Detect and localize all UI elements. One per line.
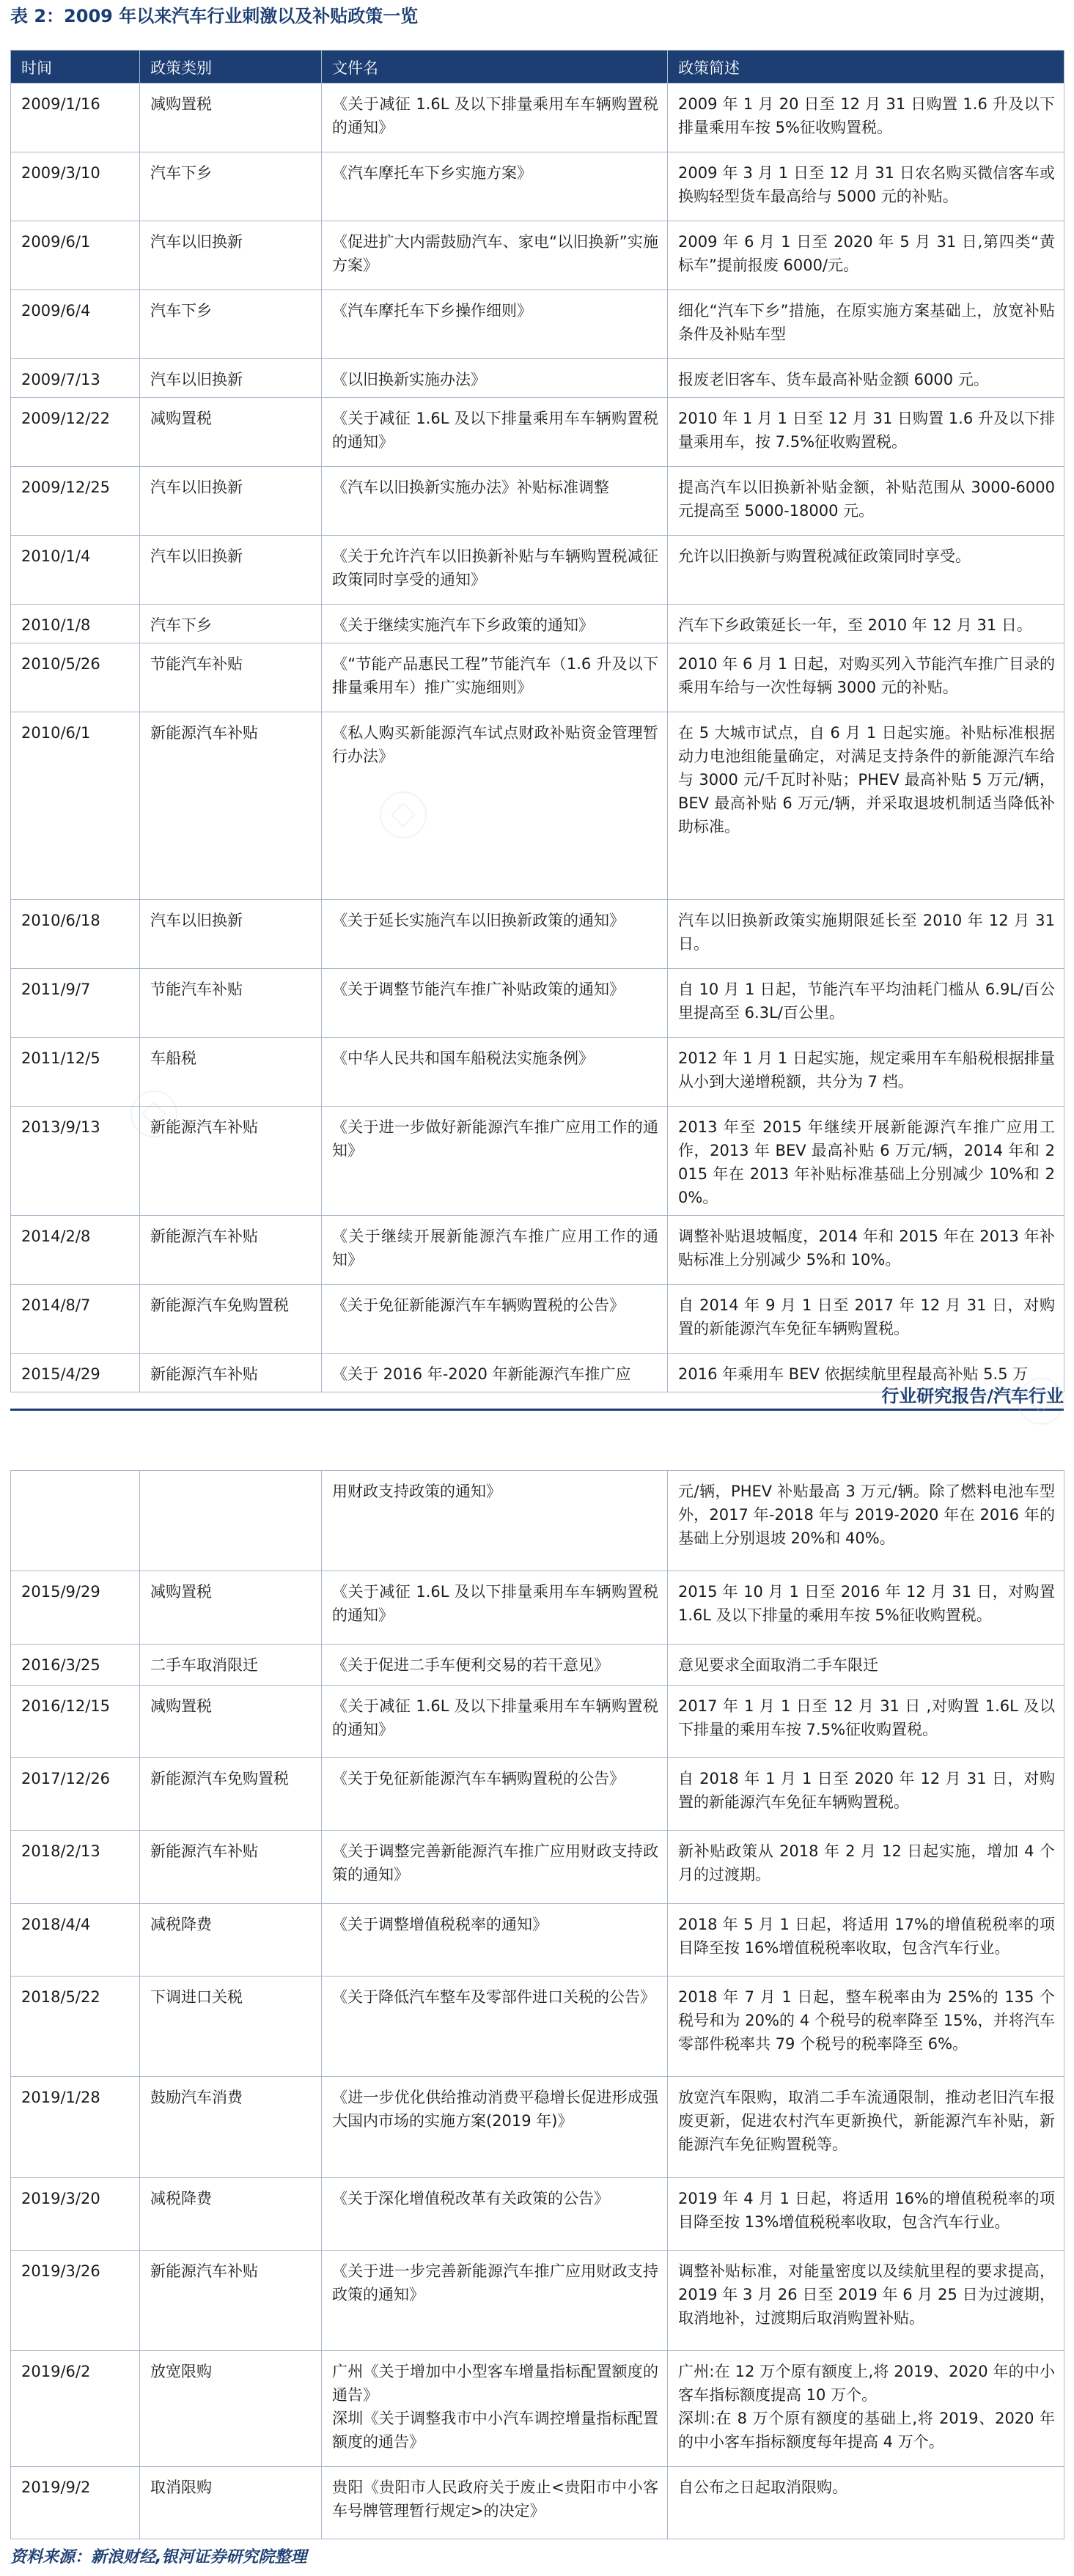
cell-document: 《汽车摩托车下乡实施方案》 [322,152,668,221]
cell-document: 《以旧换新实施办法》 [322,359,668,398]
cell-category: 新能源汽车补贴 [140,712,322,900]
cell-date: 2009/7/13 [11,359,140,398]
table-row [11,605,1064,643]
table-row [11,290,1064,359]
cell-date [11,1471,140,1571]
cell-summary: 提高汽车以旧换新补贴金额，补贴范围从 3000-6000 元提高至 5000-18000 元。 [668,467,1064,536]
cell-document: 《关于免征新能源汽车车辆购置税的公告》 [322,1285,668,1354]
cell-document: 贵阳《贵阳市人民政府关于废止<贵阳市中小客车号牌管理暂行规定>的决定》 [322,2466,668,2539]
cell-category [140,1471,322,1571]
cell-document: 《关于深化增值税改革有关政策的公告》 [322,2177,668,2250]
policy-table-part2 [10,1470,1064,2539]
cell-summary: 自公布之日起取消限购。 [668,2466,1064,2539]
cell-summary: 在 5 大城市试点，自 6 月 1 日起实施。补贴标准根据动力电池组能量确定，对满足支持条件的新能源汽车给与 3000 元/千瓦时补贴；PHEV 最高补贴 5 万元/辆，BEV 最高补贴 6 万元/辆，并采取退坡机制适当降低补助标准。 [668,712,1064,900]
page-header-bar [10,1384,1064,1411]
cell-category: 减购置税 [140,398,322,467]
cell-category: 汽车下乡 [140,605,322,643]
cell-document: 《关于促进二手车便利交易的若干意见》 [322,1644,668,1685]
cell-document: 用财政支持政策的通知》 [322,1471,668,1571]
cell-category: 新能源汽车免购置税 [140,1757,322,1830]
cell-summary: 2009 年 1 月 20 日至 12 月 31 日购置 1.6 升及以下排量乘用车按 5%征收购置税。 [668,84,1064,152]
cell-date: 2009/6/4 [11,290,140,359]
cell-category: 汽车以旧换新 [140,221,322,290]
cell-date: 2011/9/7 [11,969,140,1038]
cell-date: 2016/3/25 [11,1644,140,1685]
cell-document: 《关于减征 1.6L 及以下排量乘用车车辆购置税的通知》 [322,1685,668,1757]
cell-category: 新能源汽车补贴 [140,1216,322,1285]
cell-category: 汽车以旧换新 [140,467,322,536]
page-header-label: 行业研究报告/汽车行业 [881,1386,1064,1406]
cell-document: 《促进扩大内需鼓励汽车、家电“以旧换新”实施方案》 [322,221,668,290]
cell-summary: 2009 年 3 月 1 日至 12 月 31 日农名购买微信客车或换购轻型货车最高给与 5000 元的补贴。 [668,152,1064,221]
table-row [11,1216,1064,1285]
cell-summary: 细化“汽车下乡”措施，在原实施方案基础上，放宽补贴条件及补贴车型 [668,290,1064,359]
cell-document: 《汽车以旧换新实施办法》补贴标准调整 [322,467,668,536]
cell-category: 新能源汽车补贴 [140,1107,322,1216]
header-summary: 政策简述 [668,51,1064,84]
table-row [11,2250,1064,2350]
cell-date: 2015/4/29 [11,1354,140,1392]
cell-document: 《关于免征新能源汽车车辆购置税的公告》 [322,1757,668,1830]
cell-category: 汽车以旧换新 [140,359,322,398]
cell-date: 2014/8/7 [11,1285,140,1354]
cell-date: 2019/3/26 [11,2250,140,2350]
source-note: 资料来源：新浪财经,银河证券研究院整理 [10,2548,307,2566]
cell-date: 2018/4/4 [11,1903,140,1976]
cell-document: 《关于调整完善新能源汽车推广应用财政支持政策的通知》 [322,1831,668,1903]
cell-category: 放宽限购 [140,2351,322,2466]
cell-date: 2010/1/4 [11,536,140,605]
cell-summary: 新补贴政策从 2018 年 2 月 12 日起实施，增加 4 个月的过渡期。 [668,1831,1064,1903]
cell-date: 2010/6/18 [11,900,140,969]
cell-date: 2015/9/29 [11,1571,140,1644]
cell-summary: 2009 年 6 月 1 日至 2020 年 5 月 31 日,第四类“黄标车”提前报废 6000/元。 [668,221,1064,290]
table-title: 表 2：2009 年以来汽车行业刺激以及补贴政策一览 [10,6,419,26]
table-row [11,359,1064,398]
cell-summary: 2010 年 6 月 1 日起，对购买列入节能汽车推广目录的乘用车给与一次性每辆 3000 元的补贴。 [668,643,1064,712]
cell-category: 减购置税 [140,1571,322,1644]
cell-document: 《关于减征 1.6L 及以下排量乘用车车辆购置税的通知》 [322,1571,668,1644]
cell-category: 新能源汽车免购置税 [140,1285,322,1354]
cell-summary: 汽车以旧换新政策实施期限延长至 2010 年 12 月 31 日。 [668,900,1064,969]
cell-category: 减税降费 [140,1903,322,1976]
cell-document: 《中华人民共和国车船税法实施条例》 [322,1038,668,1107]
table-row [11,467,1064,536]
table-row [11,1471,1064,1571]
table-row [11,1285,1064,1354]
table-row [11,643,1064,712]
table-row [11,1757,1064,1830]
header-category: 政策类别 [140,51,322,84]
cell-date: 2009/12/25 [11,467,140,536]
cell-document: 《关于继续开展新能源汽车推广应用工作的通知》 [322,1216,668,1285]
cell-document: 《关于调整节能汽车推广补贴政策的通知》 [322,969,668,1038]
cell-document: 《“节能产品惠民工程”节能汽车（1.6 升及以下排量乘用车）推广实施细则》 [322,643,668,712]
cell-document: 《关于进一步完善新能源汽车推广应用财政支持政策的通知》 [322,2250,668,2350]
table-row [11,398,1064,467]
cell-category: 减税降费 [140,2177,322,2250]
cell-date: 2011/12/5 [11,1038,140,1107]
table-row [11,152,1064,221]
cell-category: 新能源汽车补贴 [140,1354,322,1392]
cell-document: 广州《关于增加中小型客车增量指标配置额度的通告》 深圳《关于调整我市中小汽车调控增量指标配置额度的通告》 [322,2351,668,2466]
cell-summary: 调整补贴退坡幅度，2014 年和 2015 年在 2013 年补贴标准上分别减少 5%和 10%。 [668,1216,1064,1285]
cell-document: 《进一步优化供给推动消费平稳增长促进形成强大国内市场的实施方案(2019 年)》 [322,2077,668,2177]
table-row [11,2077,1064,2177]
cell-category: 节能汽车补贴 [140,643,322,712]
cell-summary: 自 10 月 1 日起，节能汽车平均油耗门槛从 6.9L/百公里提高至 6.3L/百公里。 [668,969,1064,1038]
table-row [11,1571,1064,1644]
cell-document: 《关于进一步做好新能源汽车推广应用工作的通知》 [322,1107,668,1216]
cell-summary: 报废老旧客车、货车最高补贴金额 6000 元。 [668,359,1064,398]
cell-category: 车船税 [140,1038,322,1107]
table-row [11,969,1064,1038]
cell-category: 下调进口关税 [140,1976,322,2076]
cell-date: 2014/2/8 [11,1216,140,1285]
cell-summary: 放宽汽车限购，取消二手车流通限制，推动老旧汽车报废更新，促进农村汽车更新换代，新能源汽车补贴，新能源汽车免征购置税等。 [668,2077,1064,2177]
cell-date: 2009/6/1 [11,221,140,290]
cell-document: 《关于延长实施汽车以旧换新政策的通知》 [322,900,668,969]
cell-date: 2019/1/28 [11,2077,140,2177]
cell-category: 鼓励汽车消费 [140,2077,322,2177]
cell-date: 2019/9/2 [11,2466,140,2539]
cell-date: 2009/1/16 [11,84,140,152]
table-row [11,2351,1064,2466]
cell-category: 新能源汽车补贴 [140,1831,322,1903]
cell-date: 2009/3/10 [11,152,140,221]
cell-summary: 自 2018 年 1 月 1 日至 2020 年 12 月 31 日，对购置的新能源汽车免征车辆购置税。 [668,1757,1064,1830]
table-row [11,1903,1064,1976]
cell-document: 《关于继续实施汽车下乡政策的通知》 [322,605,668,643]
cell-category: 二手车取消限迁 [140,1644,322,1685]
cell-document: 《关于减征 1.6L 及以下排量乘用车车辆购置税的通知》 [322,84,668,152]
cell-category: 减购置税 [140,84,322,152]
cell-date: 2009/12/22 [11,398,140,467]
cell-category: 汽车以旧换新 [140,900,322,969]
cell-document: 《私人购买新能源汽车试点财政补贴资金管理暂行办法》 [322,712,668,900]
cell-document: 《汽车摩托车下乡操作细则》 [322,290,668,359]
cell-category: 减购置税 [140,1685,322,1757]
watermark-icon [130,1090,177,1137]
table-row [11,712,1064,900]
table-row [11,1644,1064,1685]
table-header-row [11,51,1064,84]
table-row [11,1976,1064,2076]
cell-summary: 2018 年 7 月 1 日起，整车税率由为 25%的 135 个税号和为 20%的 4 个税号的税率降至 15%，并将汽车零部件税率共 79 个税号的税率降至 6%。 [668,1976,1064,2076]
cell-category: 汽车下乡 [140,290,322,359]
header-date: 时间 [11,51,140,84]
cell-category: 汽车下乡 [140,152,322,221]
table-row [11,1685,1064,1757]
cell-summary: 意见要求全面取消二手车限迁 [668,1644,1064,1685]
cell-summary: 广州:在 12 万个原有额度上,将 2019、2020 年的中小客车指标额度提高 10 万个。 深圳:在 8 万个原有额度的基础上,将 2019、2020 年的中小客车指标额度每年提高 4 万个。 [668,2351,1064,2466]
cell-summary: 2013 年至 2015 年继续开展新能源汽车推广应用工作，2013 年 BEV 最高补贴 6 万元/辆，2014 年和 2015 年在 2013 年补贴标准基础上分别减少 10%和 20%。 [668,1107,1064,1216]
cell-date: 2010/6/1 [11,712,140,900]
cell-category: 取消限购 [140,2466,322,2539]
cell-category: 汽车以旧换新 [140,536,322,605]
cell-summary: 2018 年 5 月 1 日起，将适用 17%的增值税税率的项目降至按 16%增值税税率收取，包含汽车行业。 [668,1903,1064,1976]
cell-document: 《关于 2016 年-2020 年新能源汽车推广应 [322,1354,668,1392]
watermark-icon [1018,1378,1064,1425]
cell-summary: 2016 年乘用车 BEV 依据续航里程最高补贴 5.5 万 [668,1354,1064,1392]
cell-date: 2017/12/26 [11,1757,140,1830]
cell-category: 节能汽车补贴 [140,969,322,1038]
cell-summary: 2017 年 1 月 1 日至 12 月 31 日 ,对购置 1.6L 及以下排量的乘用车按 7.5%征收购置税。 [668,1685,1064,1757]
cell-document: 《关于允许汽车以旧换新补贴与车辆购置税减征政策同时享受的通知》 [322,536,668,605]
policy-table-part1 [10,50,1064,1392]
cell-date: 2013/9/13 [11,1107,140,1216]
watermark-icon [380,791,427,838]
cell-summary: 自 2014 年 9 月 1 日至 2017 年 12 月 31 日，对购置的新能源汽车免征车辆购置税。 [668,1285,1064,1354]
cell-summary: 允许以旧换新与购置税减征政策同时享受。 [668,536,1064,605]
cell-category: 新能源汽车补贴 [140,2250,322,2350]
table-row [11,2466,1064,2539]
cell-summary: 元/辆，PHEV 补贴最高 3 万元/辆。除了燃料电池车型外，2017 年-2018 年与 2019-2020 年在 2016 年的基础上分别退坡 20%和 40%。 [668,1471,1064,1571]
table-row [11,84,1064,152]
table-row [11,2177,1064,2250]
cell-date: 2018/5/22 [11,1976,140,2076]
header-document: 文件名 [322,51,668,84]
cell-summary: 汽车下乡政策延长一年，至 2010 年 12 月 31 日。 [668,605,1064,643]
cell-date: 2016/12/15 [11,1685,140,1757]
cell-date: 2010/5/26 [11,643,140,712]
table-row [11,221,1064,290]
cell-summary: 2012 年 1 月 1 日起实施，规定乘用车车船税根据排量从小到大递增税额，共分为 7 档。 [668,1038,1064,1107]
cell-summary: 2015 年 10 月 1 日至 2016 年 12 月 31 日，对购置 1.6L 及以下排量的乘用车按 5%征收购置税。 [668,1571,1064,1644]
table-row [11,536,1064,605]
cell-document: 《关于减征 1.6L 及以下排量乘用车车辆购置税的通知》 [322,398,668,467]
cell-date: 2018/2/13 [11,1831,140,1903]
table-row [11,1831,1064,1903]
cell-summary: 2019 年 4 月 1 日起，将适用 16%的增值税税率的项目降至按 13%增值税税率收取，包含汽车行业。 [668,2177,1064,2250]
cell-summary: 调整补贴标准，对能量密度以及续航里程的要求提高，2019 年 3 月 26 日至 2019 年 6 月 25 日为过渡期，取消地补，过渡期后取消购置补贴。 [668,2250,1064,2350]
cell-date: 2019/6/2 [11,2351,140,2466]
cell-date: 2010/1/8 [11,605,140,643]
cell-document: 《关于降低汽车整车及零部件进口关税的公告》 [322,1976,668,2076]
table-row [11,900,1064,969]
cell-date: 2019/3/20 [11,2177,140,2250]
cell-document: 《关于调整增值税税率的通知》 [322,1903,668,1976]
cell-summary: 2010 年 1 月 1 日至 12 月 31 日购置 1.6 升及以下排量乘用车，按 7.5%征收购置税。 [668,398,1064,467]
